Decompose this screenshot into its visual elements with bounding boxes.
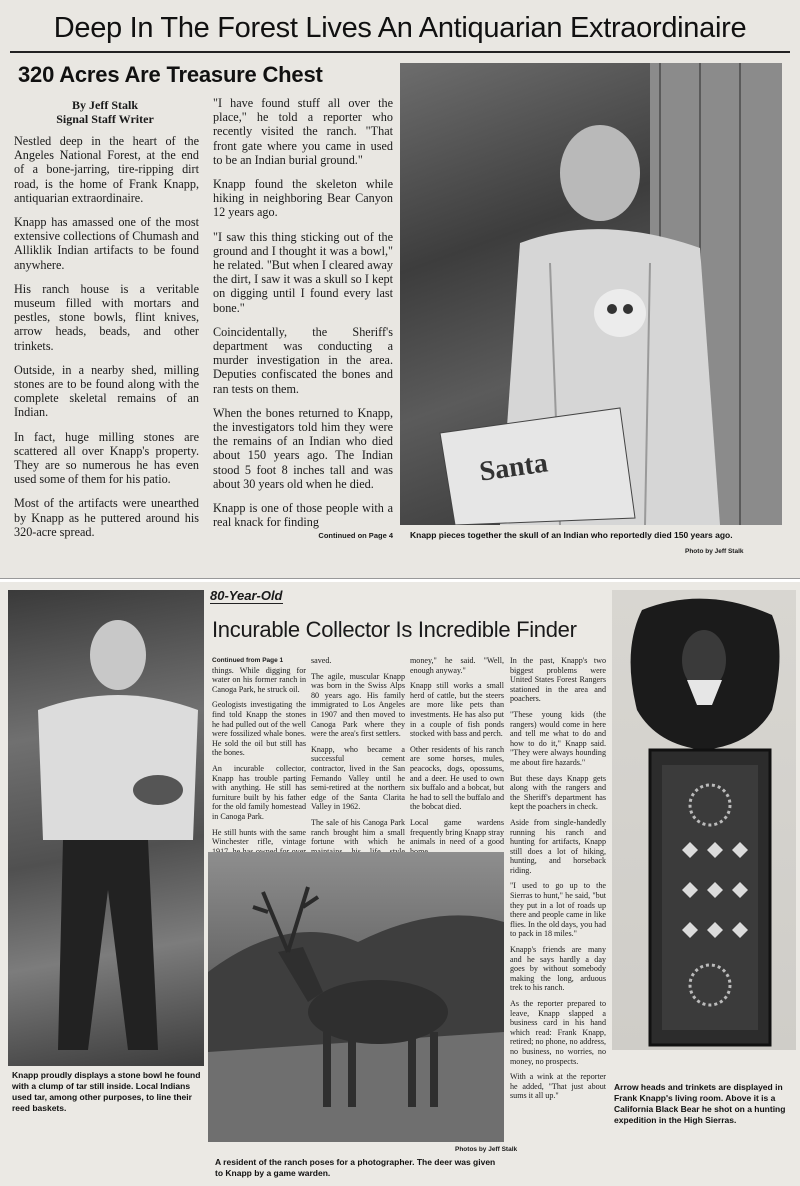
- paragraph: things. While digging for water on his former ranch in Canoga Park, he struck oil.: [212, 665, 306, 694]
- headline-2: Incurable Collector Is Incredible Finder: [212, 617, 577, 642]
- paragraph: Knapp still works a small herd of cattle, but the steers are more like pets than investments. He has also put in a couple of fish ponds stocked with bass and perch.: [410, 681, 504, 739]
- article-column-6: [510, 656, 606, 1107]
- paragraph: His ranch house is a veritable museum filled with mortars and pestles, stone bowls, flint knives, arrow heads, beads, and other trinkets.: [14, 281, 199, 353]
- photo-illustration: [400, 63, 782, 525]
- photo-knapp-with-bowl: [8, 590, 204, 1066]
- paragraph: But these days Knapp gets along with the rangers and the Sheriff's department has kept the poachers in check.: [510, 773, 606, 812]
- paragraph: "I used to go up to the Sierras to hunt," he said, "but they put in a lot of roads up there and people came in like flies. In the old days, you had to pack in 18 miles.": [510, 881, 606, 939]
- paragraph: money," he said. "Well, enough anyway.": [410, 656, 504, 675]
- paragraph: "I saw this thing sticking out of the ground and I thought it was a bowl," he related. "But when I cleared away the dirt, I saw it was a skull so I kept on digging until I found every last bone.": [213, 229, 393, 315]
- byline-title: Signal Staff Writer: [56, 112, 154, 126]
- paragraph: Knapp, who became a successful cement contractor, lived in the San Fernando Valley until he semi-retired at the northern edge of the Santa Clarita Valley in 1962.: [311, 744, 405, 812]
- byline-author: By Jeff Stalk: [72, 98, 138, 112]
- paragraph: Most of the artifacts were unearthed by Knapp as he puttered around his 320-acre spread.: [14, 496, 199, 539]
- box-label: Santa: [477, 447, 550, 488]
- paragraph: Outside, in a nearby shed, milling stones are to be found along with the complete skeletal remains of an Indian.: [14, 362, 199, 420]
- skull-icon: [594, 289, 646, 337]
- paragraph: An incurable collector, Knapp has trouble parting with anything. He still has furniture built by his father for the old family homestead in Canoga Park.: [212, 763, 306, 821]
- article-column-1: [14, 134, 199, 549]
- paragraph: Coincidentally, the Sheriff's department was conducting a murder investigation in the area. Deputies confiscated the bones and ran tests on them.: [213, 324, 393, 396]
- stone-bowl-icon: [133, 775, 183, 805]
- kicker: 80-Year-Old: [210, 588, 283, 603]
- continued-from: Continued from Page 1: [212, 657, 284, 664]
- paragraph: saved.: [311, 656, 332, 665]
- paragraph: As the reporter prepared to leave, Knapp slapped a business card in his hand which read: Frank Knapp, retired; no phone, no address, no business, no worries, no money, no prospects.: [510, 999, 606, 1066]
- top-clipping: [0, 0, 800, 579]
- paragraph: He still hunts with the same Winchester rifle, vintage: [212, 827, 306, 847]
- paragraph: Nestled deep in the heart of the Angeles National Forest, at the end of a bone-jarring, tire-ripping dirt road, is the home of Frank Knapp, antiquarian extraordinaire.: [14, 134, 199, 205]
- paragraph: In fact, huge milling stones are scattered all over Knapp's property. They are so numerous he has even used some of them for his patio.: [14, 429, 199, 487]
- paragraph: "I have found stuff all over the place," he told a reporter who recently visited the ranch. "That front gate where you came in used to be an Indian burial ground.": [213, 96, 393, 167]
- byline: [30, 98, 180, 126]
- paragraph: "These young kids (the rangers) would come in here and tell me what to do and how to do it," Knapp said. "They were always hounding me about fire hazards.": [510, 709, 606, 767]
- photo-deer: [208, 852, 504, 1142]
- paragraph: With a wink at the reporter he added, "That just about sums it all up.": [510, 1072, 606, 1101]
- headline: Deep In The Forest Lives An Antiquarian Extraordinaire: [10, 12, 790, 53]
- photo-caption-deer: A resident of the ranch poses for a photographer. The deer was given to Knapp by a game warden.: [215, 1157, 496, 1178]
- photo-credit-2: Photos by Jeff Stalk: [455, 1146, 518, 1153]
- paragraph: Local game wardens frequently bring Knapp stray animals in need of a good: [410, 817, 504, 847]
- paragraph: Knapp has amassed one of the most extensive collections of Chumash and Alliklik Indian artifacts to be found anywhere.: [14, 215, 199, 272]
- article-column-5: [410, 656, 504, 862]
- paragraph: Aside from single-handedly running his ranch and hunting for artifacts, Knapp still does a lot of hiking, hunting, and horseback riding.: [510, 817, 606, 875]
- photo-caption-right: Arrow heads and trinkets are displayed in Frank Knapp's living room. Above it is a California Black Bear he shot on a hunting expedition in the High Sierras.: [614, 1082, 786, 1125]
- paragraph: Geologists investigating the find told Knapp the stones he had pulled out of the well were fossilized whale bones. He sold the oil but still has the bones.: [212, 700, 306, 758]
- paragraph: Knapp found the skeleton while hiking in neighboring Bear Canyon 12 years ago.: [213, 177, 393, 220]
- paragraph: Other residents of his ranch are some horses, mules, peacocks, dogs, opossums, and a deer. He used to own six buffalo and a bobcat, but he had to sell the buffalo and the bobcat died.: [410, 744, 504, 812]
- paragraph: The agile, muscular Knapp was born in the Swiss Alps 80 years ago. His family immigrated to Los Angeles in 1907 and then moved to Canoga Park where they were the area's first settlers.: [311, 671, 405, 739]
- paragraph: The sale of his Canoga Park ranch brought him a small fortune with which he: [311, 817, 405, 847]
- article-column-3: [212, 656, 306, 881]
- paragraph: In the past, Knapp's two biggest problems were United States Forest Rangers stationed in the area and poachers.: [510, 656, 606, 704]
- paragraph: When the bones returned to Knapp, the investigators told him they were the remains of an Indian who died about 150 years ago. The Indian stood 5 foot 8 inches tall and was about 30 years old when he died.: [213, 405, 393, 491]
- photo-bear-and-arrowheads: [612, 590, 796, 1050]
- photo-credit: Photo by Jeff Stalk: [685, 548, 744, 555]
- paragraph: Knapp's friends are many and he says hardly a day goes by without somebody making the long, arduous trek to his ranch.: [510, 945, 606, 993]
- photo-caption-left: Knapp proudly displays a stone bowl he found with a clump of tar still inside. Local Indians used tar, among other purposes, to line their reed baskets.: [12, 1070, 201, 1113]
- photo-caption: Knapp pieces together the skull of an Indian who reportedly died 150 years ago.: [410, 530, 733, 540]
- jump-line: Continued on Page 4: [318, 531, 393, 541]
- article-column-2: [213, 96, 393, 544]
- paragraph: Knapp is one of those people with a real knack for finding: [213, 501, 393, 530]
- photo-knapp-with-skull: [400, 63, 782, 525]
- subheadline: 320 Acres Are Treasure Chest: [18, 62, 323, 87]
